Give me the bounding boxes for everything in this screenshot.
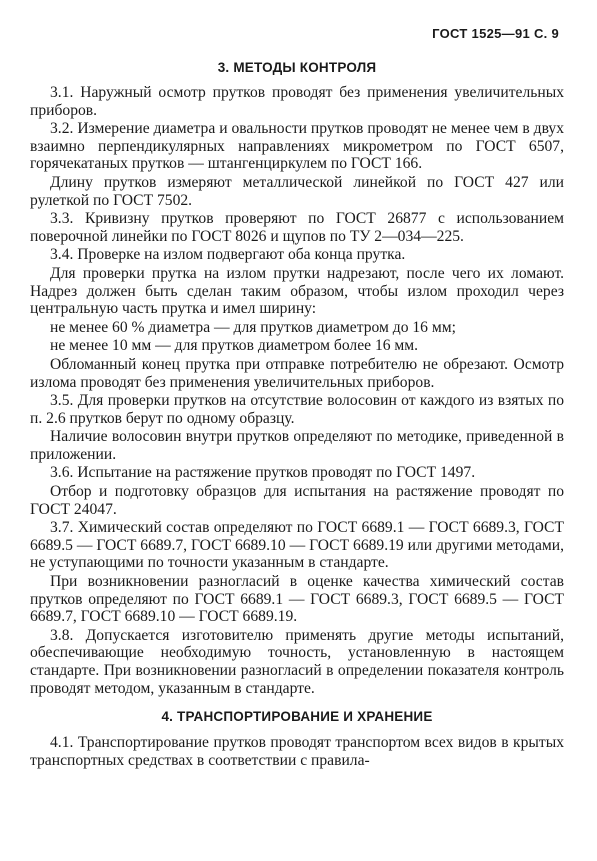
paragraph-3-4-width-1: не менее 60 % диаметра — для прутков диаметром до 16 мм; bbox=[50, 318, 456, 336]
paragraph-3-7: 3.7. Химический состав определяют по ГОСТ 6689.1 — ГОСТ 6689.3, ГОСТ 6689.5 — ГОСТ 6689.7, ГОСТ 6689.10 — ГОСТ 6689.19 или другими методами, не уступающими по точности указанным в стандарте. bbox=[30, 519, 564, 572]
paragraph-3-6-samples: Отбор и подготовку образцов для испытания на растяжение проводят по ГОСТ 24047. bbox=[30, 483, 564, 518]
running-header: ГОСТ 1525—91 С. 9 bbox=[432, 26, 559, 41]
paragraph-3-7-disputes: При возникновении разногласий в оценке качества химический состав прутков определяют по ГОСТ 6689.1 — ГОСТ 6689.3, ГОСТ 6689.5 — ГОСТ 6689.7, ГОСТ 6689.10 — ГОСТ 6689.19. bbox=[30, 573, 564, 626]
paragraph-3-4-method: Для проверки прутка на излом прутки надрезают, после чего их ломают. Надрез должен быть сделан таким образом, чтобы излом проходил через центральную часть прутка и имел ширину: bbox=[30, 264, 564, 318]
section-4-title: 4. ТРАНСПОРТИРОВАНИЕ И ХРАНЕНИЕ bbox=[161, 709, 433, 725]
paragraph-3-8: 3.8. Допускается изготовителю применять другие методы испытаний, обеспечивающие необходимую точность, установленную в настоящем стандарте. При возникновении разногласий в определении показателя контроль проводят методом, указанным в стандарте. bbox=[30, 626, 564, 697]
paragraph-3-6: 3.6. Испытание на растяжение прутков проводят по ГОСТ 1497. bbox=[50, 464, 476, 482]
paragraph-3-4: 3.4. Проверке на излом подвергают оба конца прутка. bbox=[50, 246, 406, 264]
paragraph-4-1: 4.1. Транспортирование прутков проводят транспортом всех видов в крытых транспортных средствах в соответствии с правила- bbox=[30, 734, 564, 769]
section-3-title: 3. МЕТОДЫ КОНТРОЛЯ bbox=[217, 60, 377, 75]
paragraph-3-2: 3.2. Измерение диаметра и овальности прутков проводят не менее чем в двух взаимно перпендикулярных направлениях микрометром по ГОСТ 6507, горячекатаных прутков — штангенциркулем по ГОСТ 166. bbox=[30, 120, 564, 173]
page-body bbox=[30, 60, 564, 770]
paragraph-3-5: 3.5. Для проверки прутков на отсутствие волосовин от каждого из взятых по п. 2.6 прутков берут по одному образцу. bbox=[30, 392, 564, 427]
paragraph-3-4-width-2: не менее 10 мм — для прутков диаметром более 16 мм. bbox=[50, 337, 419, 355]
paragraph-3-3: 3.3. Кривизну прутков проверяют по ГОСТ 26877 с использованием поверочной линейки по ГОСТ 8026 и щупов по ТУ 2—034—225. bbox=[30, 210, 564, 245]
paragraph-3-5-method: Наличие волосовин внутри прутков определяют по методике, приведенной в приложении. bbox=[30, 428, 564, 463]
paragraph-3-4-end: Обломанный конец прутка при отправке потребителю не обрезают. Осмотр излома проводят без применения увеличительных приборов. bbox=[30, 355, 564, 391]
paragraph-3-1: 3.1. Наружный осмотр прутков проводят без применения увеличительных приборов. bbox=[30, 84, 564, 119]
paragraph-3-2-length: Длину прутков измеряют металлической линейкой по ГОСТ 427 или рулеткой по ГОСТ 7502. bbox=[30, 173, 564, 209]
